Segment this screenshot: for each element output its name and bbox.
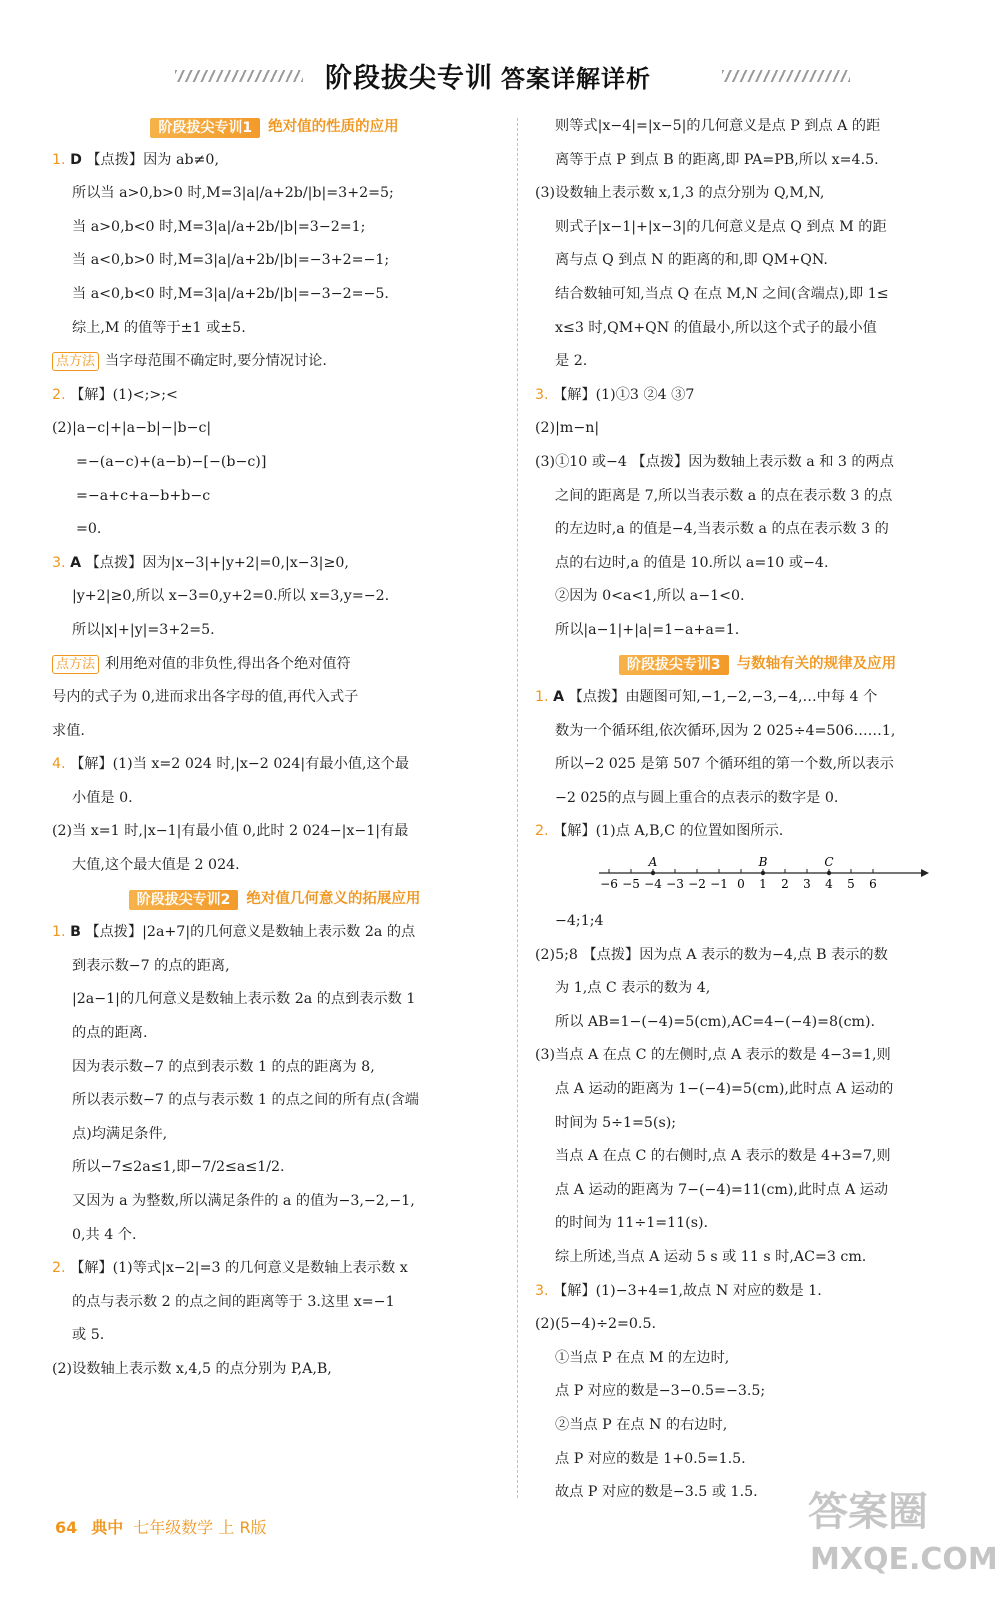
item-number: 1. <box>52 924 66 941</box>
text-line: −2 025的点与圆上重合的点表示的数字是 0. <box>555 789 839 806</box>
text-line: 的点的距离. <box>72 1025 148 1042</box>
page-title <box>325 56 651 95</box>
method-tip <box>52 648 497 682</box>
text-line: (2)设数轴上表示数 x,4,5 的点分别为 P,A,B, <box>52 1360 332 1377</box>
tick-label: −3 <box>666 877 684 892</box>
answer-letter: B <box>70 924 81 941</box>
text-line: 因为表示数−7 的点到表示数 1 的点的距离为 8, <box>72 1058 375 1075</box>
right-column <box>535 110 980 1510</box>
text-line: 点)均满足条件, <box>72 1125 168 1142</box>
text-line: 0,共 4 个. <box>72 1226 137 1243</box>
line-text: 【点拨】|2a+7|的几何意义是数轴上表示数 2a 的点 <box>85 924 416 941</box>
page-header <box>0 52 1000 102</box>
text-line: 求值. <box>52 722 85 739</box>
text-line: −4;1;4 <box>555 913 604 930</box>
line-text: 【点拨】因为|x−3|+|y+2|=0,|x−3|≥0, <box>85 554 349 571</box>
text-line: 则等式|x−4|=|x−5|的几何意义是点 P 到点 A 的距 <box>555 118 881 134</box>
text-line: 所以表示数−7 的点与表示数 1 的点之间的所有点(含端 <box>72 1092 419 1109</box>
text-line: (3)①10 或−4 【点拨】因为数轴上表示数 a 和 3 的两点 <box>535 453 894 470</box>
page-number: 64 <box>55 1518 78 1537</box>
axis-arrow <box>921 869 929 877</box>
item-number: 3. <box>52 554 66 571</box>
text-line: 点 A 运动的距离为 7−(−4)=11(cm),此时点 A 运动 <box>555 1181 889 1198</box>
text-line: 大值,这个最大值是 2 024. <box>72 857 240 874</box>
text-line: 的时间为 11÷1=11(s). <box>555 1215 709 1232</box>
answer-letter: D <box>70 151 82 168</box>
text-line: (2)|m−n| <box>535 420 600 437</box>
text-line: ①当点 P 在点 M 的左边时, <box>555 1349 730 1366</box>
text-line: (2)当 x=1 时,|x−1|有最小值 0,此时 2 024−|x−1|有最 <box>52 823 409 840</box>
text-line: 点 P 对应的数是 1+0.5=1.5. <box>555 1450 746 1467</box>
header-hatch-left <box>175 70 303 82</box>
number-line-figure <box>535 849 980 905</box>
text-line: 为 1,点 C 表示的数为 4, <box>555 980 711 997</box>
text-line: 又因为 a 为整数,所以满足条件的 a 的值为−3,−2,−1, <box>72 1193 415 1209</box>
watermark-url: MXQE.COM <box>810 1542 998 1577</box>
text-line: 点的右边时,a 的值是 10.所以 a=10 或−4. <box>555 554 829 571</box>
text-line: ②当点 P 在点 N 的右边时, <box>555 1416 728 1433</box>
line-text: 【解】(1)等式|x−2|=3 的几何意义是数轴上表示数 x <box>70 1260 408 1277</box>
text-line: ②因为 0<a<1,所以 a−1<0. <box>555 588 745 605</box>
item-number: 3. <box>535 386 549 403</box>
text-line: 离等于点 P 到点 B 的距离,即 PA=PB,所以 x=4.5. <box>555 151 879 168</box>
text-line <box>535 379 980 413</box>
text-line <box>52 379 497 413</box>
text-line: 当点 A 在点 C 的右侧时,点 A 表示的数是 4+3=7,则 <box>555 1148 891 1165</box>
text-line <box>52 144 497 178</box>
text-line: 是 2. <box>555 353 588 370</box>
text-line: (3)当点 A 在点 C 的左侧时,点 A 表示的数是 4−3=1,则 <box>535 1047 891 1064</box>
text-line: 综上,M 的值等于±1 或±5. <box>72 319 246 336</box>
text-line: 当 a>0,b<0 时,M=3|a|/a+2b/|b|=3−2=1; <box>72 218 366 235</box>
text-line: 或 5. <box>72 1327 105 1344</box>
method-tip <box>52 345 497 379</box>
item-number: 3. <box>535 1282 549 1299</box>
line-text: 【解】(1)点 A,B,C 的位置如图所示. <box>553 823 784 840</box>
text-line <box>535 1275 980 1309</box>
text-line: 则式子|x−1|+|x−3|的几何意义是点 Q 到点 M 的距 <box>555 218 887 235</box>
text-line: 时间为 5÷1=5(s); <box>555 1114 677 1131</box>
text-line: 之间的距离是 7,所以当表示数 a 的点在表示数 3 的点 <box>555 487 893 504</box>
line-text: 利用绝对值的非负性,得出各个绝对值符 <box>105 655 351 672</box>
text-line: 所以|a−1|+|a|=1−a+a=1. <box>555 621 740 638</box>
text-line: 的左边时,a 的值是−4,当表示数 a 的点在表示数 3 的 <box>555 521 889 538</box>
text-line: 所以−2 025 是第 507 个循环组的第一个数,所以表示 <box>555 756 894 773</box>
section-heading-2 <box>52 883 497 917</box>
section-badge: 阶段拔尖专训2 <box>129 890 239 910</box>
column-divider <box>517 118 518 1498</box>
section-title: 绝对值的性质的应用 <box>268 118 399 135</box>
tick-label: −6 <box>600 877 618 892</box>
brand-logo: 典中 <box>91 1518 124 1537</box>
header-hatch-right <box>722 70 850 82</box>
number-line-svg <box>595 851 935 903</box>
text-line: 数为一个循环组,依次循环,因为 2 025÷4=506……1, <box>555 722 896 739</box>
text-line: 结合数轴可知,当点 Q 在点 M,N 之间(含端点),即 1≤ <box>555 285 889 302</box>
section-heading-3 <box>535 648 980 682</box>
text-line: 当 a<0,b<0 时,M=3|a|/a+2b/|b|=−3−2=−5. <box>72 285 389 302</box>
text-line: 到表示数−7 的点的距离, <box>72 957 230 974</box>
title-main: 阶段拔尖专训 <box>325 63 493 94</box>
text-line: x≤3 时,QM+QN 的值最小,所以这个式子的最小值 <box>555 319 877 336</box>
point-label: B <box>758 855 768 870</box>
text-line <box>535 815 980 849</box>
tick-label: 5 <box>847 877 855 892</box>
answer-letter: A <box>70 554 82 571</box>
text-line: 所以|x|+|y|=3+2=5. <box>72 621 215 638</box>
text-line <box>52 748 497 782</box>
watermark <box>808 1480 998 1592</box>
tick-label: −5 <box>622 877 640 892</box>
line-text: 【解】(1)−3+4=1,故点 N 对应的数是 1. <box>553 1282 822 1299</box>
text-line: =−a+c+a−b+b−c <box>76 487 211 504</box>
tick-label: −1 <box>710 877 728 892</box>
text-line: 小值是 0. <box>72 789 133 806</box>
section-heading-1 <box>52 110 497 144</box>
line-text: 【解】(1)当 x=2 024 时,|x−2 024|有最小值,这个最 <box>70 756 410 773</box>
section-badge: 阶段拔尖专训1 <box>150 118 260 138</box>
left-column <box>52 110 497 1387</box>
answer-letter: A <box>553 689 565 706</box>
item-number: 1. <box>535 689 549 706</box>
tick-label: −4 <box>644 877 662 892</box>
watermark-text: 答案圈 <box>808 1489 928 1535</box>
section-badge: 阶段拔尖专训3 <box>619 655 729 675</box>
method-label: 点方法 <box>52 655 99 674</box>
text-line: |2a−1|的几何意义是数轴上表示数 2a 的点到表示数 1 <box>72 991 416 1008</box>
line-text: 【解】(1)<;>;< <box>70 386 178 403</box>
section-title: 与数轴有关的规律及应用 <box>736 656 897 673</box>
text-line: |y+2|≥0,所以 x−3=0,y+2=0.所以 x=3,y=−2. <box>72 588 390 605</box>
tick-label: 6 <box>869 877 877 892</box>
text-line: (2)|a−c|+|a−b|−|b−c| <box>52 420 212 437</box>
text-line <box>52 547 497 581</box>
title-sub: 答案详解详析 <box>501 65 651 93</box>
tick-label: 0 <box>737 877 745 892</box>
text-line: (2)(5−4)÷2=0.5. <box>535 1316 656 1333</box>
point-marker <box>827 871 831 875</box>
text-line: 所以当 a>0,b>0 时,M=3|a|/a+2b/|b|=3+2=5; <box>72 185 394 202</box>
tick-label: −2 <box>688 877 706 892</box>
line-text: 【点拨】因为 ab≠0, <box>86 151 219 168</box>
page-footer <box>55 1515 267 1538</box>
item-number: 2. <box>52 386 66 403</box>
line-text: 【点拨】由题图可知,−1,−2,−3,−4,…中每 4 个 <box>568 689 878 706</box>
point-marker <box>761 871 765 875</box>
text-line: 的点与表示数 2 的点之间的距离等于 3.这里 x=−1 <box>72 1293 395 1310</box>
item-number: 1. <box>52 151 66 168</box>
text-line <box>52 916 497 950</box>
point-label: C <box>824 855 834 870</box>
tick-label: 1 <box>759 877 767 892</box>
text-line: 故点 P 对应的数是−3.5 或 1.5. <box>555 1484 758 1501</box>
text-line: 离与点 Q 到点 N 的距离的和,即 QM+QN. <box>555 252 828 269</box>
method-label: 点方法 <box>52 352 99 371</box>
text-line: 所以 AB=1−(−4)=5(cm),AC=4−(−4)=8(cm). <box>555 1013 876 1030</box>
point-marker <box>651 871 655 875</box>
text-line: =−(a−c)+(a−b)−[−(b−c)] <box>76 453 267 470</box>
text-line <box>52 1252 497 1286</box>
tick-label: 3 <box>803 877 811 892</box>
line-text: 当字母范围不确定时,要分情况讨论. <box>105 353 327 370</box>
item-number: 2. <box>52 1260 66 1277</box>
text-line: 号内的式子为 0,进而求出各字母的值,再代入式子 <box>52 689 359 706</box>
text-line: 点 A 运动的距离为 1−(−4)=5(cm),此时点 A 运动的 <box>555 1081 894 1098</box>
item-number: 4. <box>52 756 66 773</box>
point-label: A <box>648 855 658 870</box>
text-line: 点 P 对应的数是−3−0.5=−3.5; <box>555 1383 766 1400</box>
text-line: 当 a<0,b>0 时,M=3|a|/a+2b/|b|=−3+2=−1; <box>72 252 390 269</box>
text-line: 综上所述,当点 A 运动 5 s 或 11 s 时,AC=3 cm. <box>555 1249 867 1265</box>
book-title: 七年级数学 上 R版 <box>133 1518 267 1537</box>
section-title: 绝对值几何意义的拓展应用 <box>246 891 421 908</box>
tick-label: 4 <box>825 877 833 892</box>
tick-label: 2 <box>781 877 789 892</box>
text-line <box>535 681 980 715</box>
text-line: (2)5;8 【点拨】因为点 A 表示的数为−4,点 B 表示的数 <box>535 946 888 963</box>
text-line: =0. <box>76 521 102 538</box>
item-number: 2. <box>535 823 549 840</box>
line-text: 【解】(1)①3 ②4 ③7 <box>553 386 695 403</box>
text-line: 所以−7≤2a≤1,即−7/2≤a≤1/2. <box>72 1159 285 1176</box>
text-line: (3)设数轴上表示数 x,1,3 的点分别为 Q,M,N, <box>535 185 825 202</box>
